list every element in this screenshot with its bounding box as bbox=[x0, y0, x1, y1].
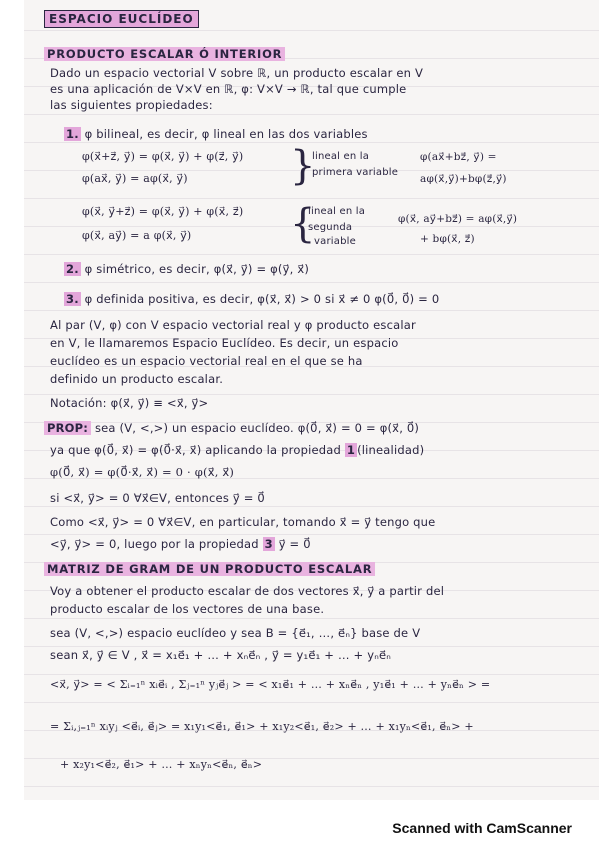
equation: φ(ax⃗, y⃗) = aφ(x⃗, y⃗) bbox=[82, 172, 188, 185]
property-number: 3. bbox=[66, 292, 79, 306]
prop-text: y⃗ = 0⃗ bbox=[278, 537, 311, 551]
brace-icon: } bbox=[290, 143, 316, 189]
equation: φ(x⃗, ay⃗) = a φ(x⃗, y⃗) bbox=[82, 229, 192, 242]
prop-line bbox=[50, 443, 424, 457]
property-2 bbox=[64, 262, 309, 276]
ruled-line bbox=[24, 786, 599, 787]
ruled-line bbox=[24, 702, 599, 703]
section-heading: MATRIZ DE GRAM DE UN PRODUCTO ESCALAR bbox=[44, 562, 375, 576]
ruled-line bbox=[24, 394, 599, 395]
paragraph-line: en V, le llamaremos Espacio Euclídeo. Es decir, un espacio bbox=[50, 336, 399, 350]
ruled-line bbox=[24, 30, 599, 31]
ruled-line bbox=[24, 506, 599, 507]
paragraph-line: definido un producto escalar. bbox=[50, 372, 224, 386]
equation: + bφ(x⃗, z⃗) bbox=[420, 233, 475, 245]
ruled-line bbox=[24, 534, 599, 535]
prop-text: (linealidad) bbox=[357, 443, 425, 457]
property-text: φ definida positiva, es decir, φ(x⃗, x⃗) > 0 si x⃗ ≠ 0 φ(0⃗, 0⃗) = 0 bbox=[84, 292, 440, 306]
annotation: primera variable bbox=[312, 167, 399, 178]
gram-line: <x⃗, y⃗> = < Σᵢ₌₁ⁿ xᵢe⃗ᵢ , Σⱼ₌₁ⁿ yⱼe⃗ⱼ > = < x₁e⃗₁ + … + xₙe⃗ₙ , y₁e⃗₁ + … + yₙe⃗ₙ > = bbox=[50, 678, 491, 691]
ruled-line bbox=[24, 282, 599, 283]
ruled-line bbox=[24, 674, 599, 675]
gram-line: sea (V, <,>) espacio euclídeo y sea B = {e⃗₁, …, e⃗ₙ} base de V bbox=[50, 626, 421, 640]
ruled-line bbox=[24, 646, 599, 647]
property-text: φ bilineal, es decir, φ lineal en las dos variables bbox=[84, 127, 368, 141]
section-heading: PRODUCTO ESCALAR Ó INTERIOR bbox=[44, 47, 285, 61]
page-title: ESPACIO EUCLÍDEO bbox=[44, 12, 199, 26]
property-1 bbox=[64, 127, 368, 141]
annotation: lineal en la bbox=[308, 206, 366, 217]
gram-line: producto escalar de los vectores de una base. bbox=[50, 602, 325, 616]
gram-line: + x₂y₁<e⃗₂, e⃗₁> + … + xₙyₙ<e⃗ₙ, e⃗ₙ> bbox=[60, 758, 263, 771]
prop-line: si <x⃗, y⃗> = 0 ∀x⃗∈V, entonces y⃗ = 0⃗ bbox=[50, 491, 265, 505]
gram-line: sean x⃗, y⃗ ∈ V , x⃗ = x₁e⃗₁ + … + xₙe⃗ₙ , y⃗ = y₁e⃗₁ + … + yₙe⃗ₙ bbox=[50, 648, 392, 662]
property-3 bbox=[64, 292, 439, 306]
prop-text: sea (V, <,>) un espacio euclídeo. φ(0⃗, x⃗) = 0 = φ(x⃗, 0⃗) bbox=[94, 421, 420, 435]
annotation: lineal en la bbox=[312, 151, 370, 162]
property-number: 1. bbox=[66, 127, 79, 141]
equation: φ(x⃗+z⃗, y⃗) = φ(x⃗, y⃗) + φ(z⃗, y⃗) bbox=[82, 150, 244, 163]
ruled-line bbox=[24, 254, 599, 255]
gram-line: = Σᵢ,ⱼ₌₁ⁿ xᵢyⱼ <e⃗ᵢ, e⃗ⱼ> = x₁y₁<e⃗₁, e⃗₁> + x₁y₂<e⃗₁, e⃗₂> + … + x₁yₙ<e⃗₁, e⃗ₙ> + bbox=[50, 720, 474, 733]
intro-line: las siguientes propiedades: bbox=[50, 98, 213, 112]
equation: φ(x⃗, y⃗+z⃗) = φ(x⃗, y⃗) + φ(x⃗, z⃗) bbox=[82, 205, 244, 218]
brace-icon: { bbox=[290, 201, 316, 247]
scanner-footer: Scanned with CamScanner bbox=[392, 820, 572, 836]
prop-text: ya que φ(0⃗, x⃗) = φ(0⃗·x⃗, x⃗) aplicando la propiedad bbox=[50, 443, 341, 457]
equation: φ(ax⃗+bz⃗, y⃗) = bbox=[420, 151, 497, 163]
prop-text: <y⃗, y⃗> = 0, luego por la propiedad bbox=[50, 537, 259, 551]
ruled-line bbox=[24, 114, 599, 115]
prop-line: Como <x⃗, y⃗> = 0 ∀x⃗∈V, en particular, tomando x⃗ = y⃗ tengo que bbox=[50, 515, 436, 529]
prop-label: PROP: bbox=[44, 421, 91, 435]
intro-line: Dado un espacio vectorial V sobre ℝ, un producto escalar en V bbox=[50, 66, 424, 80]
property-ref: 3 bbox=[264, 537, 273, 551]
paragraph-line: euclídeo es un espacio vectorial real en el que se ha bbox=[50, 354, 363, 368]
gram-line: Voy a obtener el producto escalar de dos vectores x⃗, y⃗ a partir del bbox=[50, 584, 445, 598]
notation: Notación: φ(x⃗, y⃗) ≡ <x⃗, y⃗> bbox=[50, 396, 209, 410]
equation: φ(x⃗, ay⃗+bz⃗) = aφ(x⃗,y⃗) bbox=[398, 213, 518, 225]
property-text: φ simétrico, es decir, φ(x⃗, y⃗) = φ(y⃗, x⃗) bbox=[84, 262, 310, 276]
prop-line bbox=[44, 421, 419, 435]
prop-line: φ(0⃗, x⃗) = φ(0⃗·x⃗, x⃗) = 0 · φ(x⃗, x⃗) bbox=[50, 465, 235, 479]
paragraph-line: Al par (V, φ) con V espacio vectorial real y φ producto escalar bbox=[50, 318, 416, 332]
ruled-line bbox=[24, 198, 599, 199]
annotation: segunda bbox=[308, 222, 353, 233]
ruled-line bbox=[24, 310, 599, 311]
intro-line: es una aplicación de V×V en ℝ, φ: V×V → ℝ, tal que cumple bbox=[50, 82, 407, 96]
property-number: 2. bbox=[66, 262, 79, 276]
prop-line bbox=[50, 537, 311, 551]
equation: aφ(x⃗,y⃗)+bφ(z⃗,y⃗) bbox=[420, 173, 507, 185]
annotation: variable bbox=[314, 236, 356, 247]
property-ref: 1 bbox=[346, 443, 356, 457]
ruled-line bbox=[24, 618, 599, 619]
